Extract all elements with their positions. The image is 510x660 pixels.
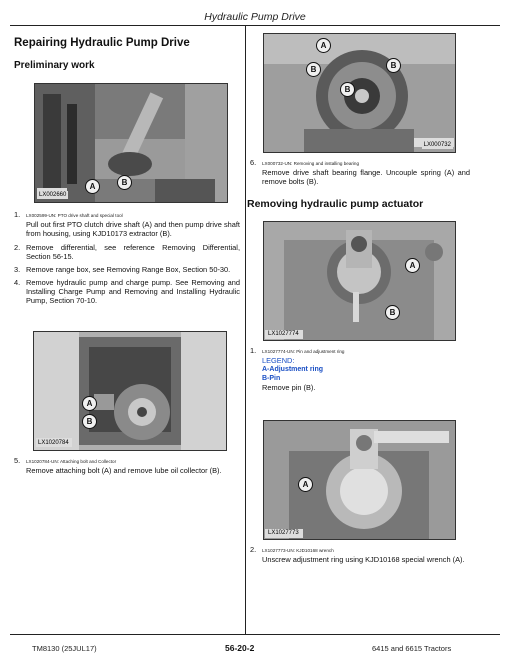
callout-b: B [306, 62, 321, 77]
photo-pin-adjustment-ring-image [264, 222, 455, 340]
step-caption: LX1027774-UN: Pin and adjustment ring [262, 349, 345, 354]
photo-pin-adjustment-ring [263, 221, 456, 341]
left-step-4 [14, 278, 240, 305]
callout-a: A [298, 477, 313, 492]
callout-a: A [316, 38, 331, 53]
left-step-2 [14, 243, 240, 261]
subsection-title-preliminary: Preliminary work [14, 60, 95, 71]
left-step-3 [14, 265, 240, 274]
photo-id-label: LX1027774 [268, 331, 299, 337]
legend-item-a: A-Adjustment ring [262, 366, 324, 373]
step-caption: LX1020784-UN: Attaching bolt and Collector [26, 459, 117, 464]
step-text: Remove hydraulic pump and charge pump. See Removing and Installing Charge Pump and Removing and Installing Hydraulic Pump, Section 70-10. [26, 278, 240, 305]
header-divider [10, 25, 500, 26]
footer-model: 6415 and 6615 Tractors [372, 644, 452, 653]
photo-drive-shaft-bearing [263, 33, 456, 153]
photo-id-label: LX1020784 [38, 440, 69, 446]
page-header-title: Hydraulic Pump Drive [204, 11, 306, 23]
column-divider [245, 26, 246, 634]
callout-a: A [85, 179, 100, 194]
callout-b: B [340, 82, 355, 97]
step-caption: LX000732-UN: Removing and installing bearing [262, 161, 360, 166]
callout-a: A [405, 258, 420, 273]
step-number: 5. [14, 456, 21, 465]
photo-pto-drive-shaft [34, 83, 228, 203]
photo-special-wrench-image [264, 421, 455, 539]
step-text: Unscrew adjustment ring using KJD10168 special wrench (A). [262, 555, 465, 564]
photo-attaching-bolt [33, 331, 227, 451]
photo-id-label: LX000732 [423, 142, 451, 148]
footer-divider [10, 634, 500, 635]
photo-attaching-bolt-image [34, 332, 226, 450]
step-text: Remove drive shaft bearing flange. Uncouple spring (A) and remove bolts (B). [262, 168, 470, 186]
step-caption: LX002599-UN: PTO drive shaft and special tool [26, 213, 123, 218]
step-text: Pull out first PTO clutch drive shaft (A) and then pump drive shaft from housing, using KJD10173 extractor (B). [26, 220, 240, 238]
photo-special-wrench [263, 420, 456, 540]
callout-a: A [82, 396, 97, 411]
callout-b: B [386, 58, 401, 73]
footer-page-number: 56-20-2 [225, 643, 255, 653]
section-title-removing-actuator: Removing hydraulic pump actuator [247, 198, 424, 210]
left-step-1 [14, 210, 240, 238]
step-caption: LX1027773-UN: KJD10168 wrench [262, 548, 334, 553]
right-step-6 [250, 158, 470, 186]
callout-b: B [385, 305, 400, 320]
callout-b: B [82, 414, 97, 429]
left-step-5 [14, 456, 240, 475]
legend-title: LEGEND: [262, 356, 295, 365]
step-number: 2. [250, 545, 257, 554]
step-text: Remove pin (B). [262, 383, 316, 392]
step-number: 1. [250, 346, 257, 355]
legend-item-b: B-Pin [262, 375, 281, 382]
callout-b: B [117, 175, 132, 190]
right-step-1 [250, 346, 470, 392]
photo-id-label: LX002660 [39, 192, 67, 198]
step-text: Remove differential, see reference Removing Differential, Section 56-15. [26, 243, 240, 261]
step-number: 6. [250, 158, 257, 167]
step-number: 2. [14, 243, 21, 252]
section-title-repairing: Repairing Hydraulic Pump Drive [14, 37, 190, 49]
step-number: 3. [14, 265, 21, 274]
step-number: 1. [14, 210, 21, 219]
footer-manual-id: TM8130 (25JUL17) [32, 644, 97, 653]
step-text: Remove attaching bolt (A) and remove lube oil collector (B). [26, 466, 222, 475]
photo-drive-shaft-bearing-image [264, 34, 455, 152]
photo-id-label: LX1027773 [268, 530, 299, 536]
step-number: 4. [14, 278, 21, 287]
step-text: Remove range box, see Removing Range Box, Section 50-30. [26, 265, 231, 274]
right-step-2 [250, 545, 474, 564]
legend [262, 356, 470, 392]
